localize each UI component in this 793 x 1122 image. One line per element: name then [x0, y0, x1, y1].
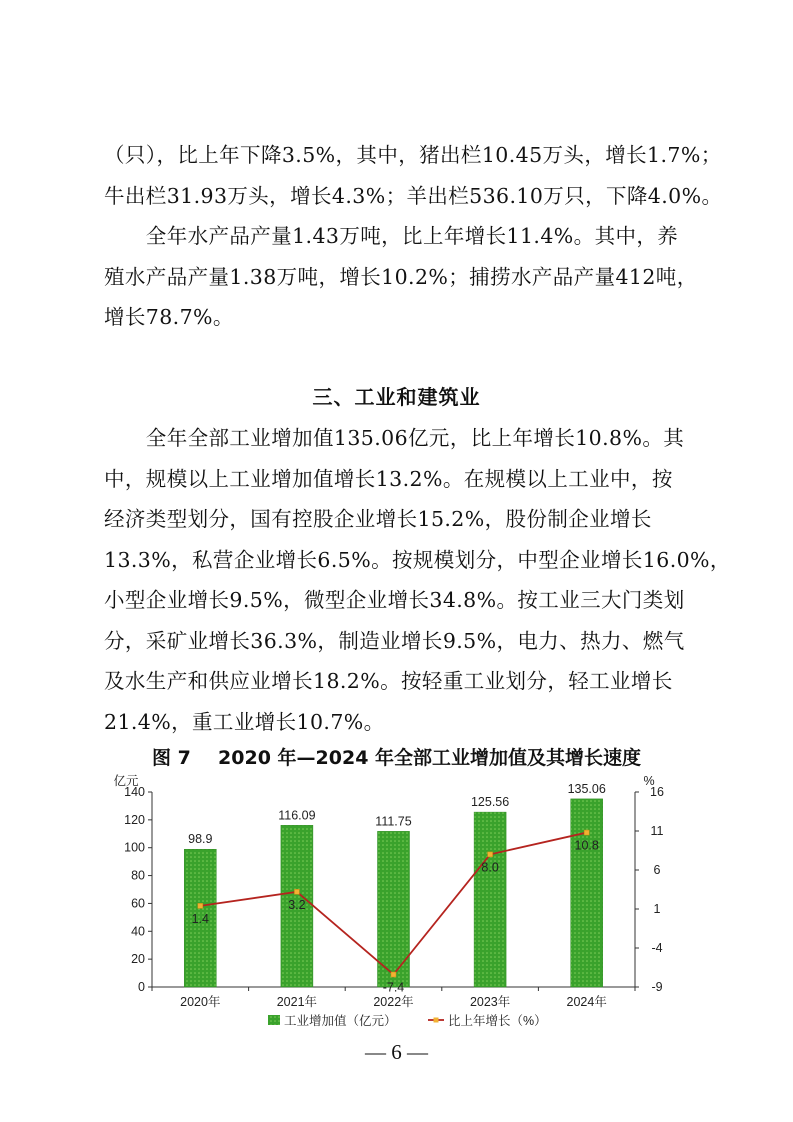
- bar: [571, 799, 603, 987]
- left-tick-label: 40: [131, 924, 145, 939]
- text-line: 分，采矿业增长36.3%，制造业增长9.5%，电力、热力、燃气: [104, 628, 685, 653]
- growth-value-label: 10.8: [574, 838, 599, 853]
- growth-value-label: 3.2: [288, 897, 306, 912]
- growth-marker: [391, 972, 396, 977]
- bar-value-label: 125.56: [470, 795, 510, 810]
- left-tick-label: 100: [124, 840, 145, 855]
- left-tick-label: 20: [131, 952, 145, 967]
- text-line: 增长78.7%。: [104, 305, 234, 329]
- paragraph-livestock: [104, 135, 723, 216]
- right-tick-label: 11: [650, 824, 664, 838]
- growth-value-label: -7.4: [382, 980, 405, 995]
- right-tick-label: -9: [651, 980, 663, 994]
- text-line: 中，规模以上工业增加值增长13.2%。在规模以上工业中，按: [104, 466, 673, 491]
- text-line: 全年水产品产量1.43万吨，比上年增长11.4%。其中，养: [104, 224, 679, 248]
- growth-value-label: 1.4: [191, 911, 209, 926]
- text-line: 21.4%，重工业增长10.7%。: [104, 709, 385, 734]
- x-tick-label: 2023年: [469, 995, 511, 1009]
- legend-line-marker: [434, 1018, 439, 1023]
- bar-value-label: 135.06: [567, 781, 606, 796]
- right-tick-label: 6: [653, 863, 661, 877]
- text-line: 牛出栏31.93万头，增长4.3%；羊出栏536.10万只，下降4.0%。: [104, 183, 723, 208]
- growth-marker: [488, 852, 493, 857]
- bar-value-label: 111.75: [375, 814, 412, 829]
- text-line: 13.3%，私营企业增长6.5%。按规模划分，中型企业增长16.0%，: [104, 547, 731, 572]
- right-tick-label: 16: [650, 785, 664, 799]
- left-tick-label: 80: [131, 868, 145, 883]
- bar-value-label: 116.09: [278, 808, 316, 823]
- x-tick-label: 2022年: [373, 995, 414, 1009]
- text-line: 小型企业增长9.5%，微型企业增长34.8%。按工业三大门类划: [104, 588, 685, 612]
- text-line: （只），比上年下降3.5%，其中，猪出栏10.45万头，增长1.7%；: [104, 143, 722, 167]
- growth-value-label: 8.0: [481, 860, 499, 875]
- text-line: 全年全部工业增加值135.06亿元，比上年增长10.8%。其: [104, 426, 685, 450]
- x-tick-label: 2024年: [566, 995, 607, 1009]
- bar: [474, 812, 506, 987]
- bar-value-label: 98.9: [188, 832, 213, 847]
- figure-caption: 2020 年—2024 年全部工业增加值及其增长速度: [218, 747, 642, 769]
- left-tick-label: 140: [124, 785, 145, 799]
- text-line: 及水生产和供应业增长18.2%。按轻重工业划分，轻工业增长: [104, 669, 673, 693]
- growth-marker: [584, 830, 589, 835]
- growth-marker: [198, 903, 203, 908]
- page-number: — 6 —: [365, 1040, 428, 1064]
- bar: [378, 831, 410, 987]
- legend-bar-swatch: [268, 1015, 280, 1025]
- right-axis-unit: %: [643, 774, 655, 788]
- legend-bar-label: 工业增加值（亿元）: [284, 1014, 397, 1028]
- growth-marker: [294, 889, 299, 894]
- left-tick-label: 60: [131, 896, 145, 911]
- left-tick-label: 0: [138, 980, 145, 994]
- text-line: 殖水产品产量1.38万吨，增长10.2%；捕捞水产品产量412吨，: [104, 264, 698, 289]
- paragraph-aquatic: [104, 216, 704, 338]
- paragraph-industry: [104, 418, 731, 742]
- text-line: 经济类型划分，国有控股企业增长15.2%，股份制企业增长: [104, 507, 652, 531]
- right-tick-label: -4: [651, 941, 663, 955]
- figure-title: [0, 743, 793, 770]
- right-tick-label: 1: [653, 902, 661, 916]
- x-tick-label: 2021年: [276, 995, 318, 1009]
- legend-line-label: 比上年增长（%）: [448, 1014, 547, 1028]
- left-tick-label: 120: [124, 812, 145, 827]
- section-heading: 三、工业和建筑业: [312, 385, 481, 409]
- industry-chart: [110, 768, 690, 1033]
- left-axis-unit: 亿元: [113, 774, 139, 788]
- figure-number: 图 7: [151, 747, 191, 769]
- x-tick-label: 2020年: [180, 995, 221, 1009]
